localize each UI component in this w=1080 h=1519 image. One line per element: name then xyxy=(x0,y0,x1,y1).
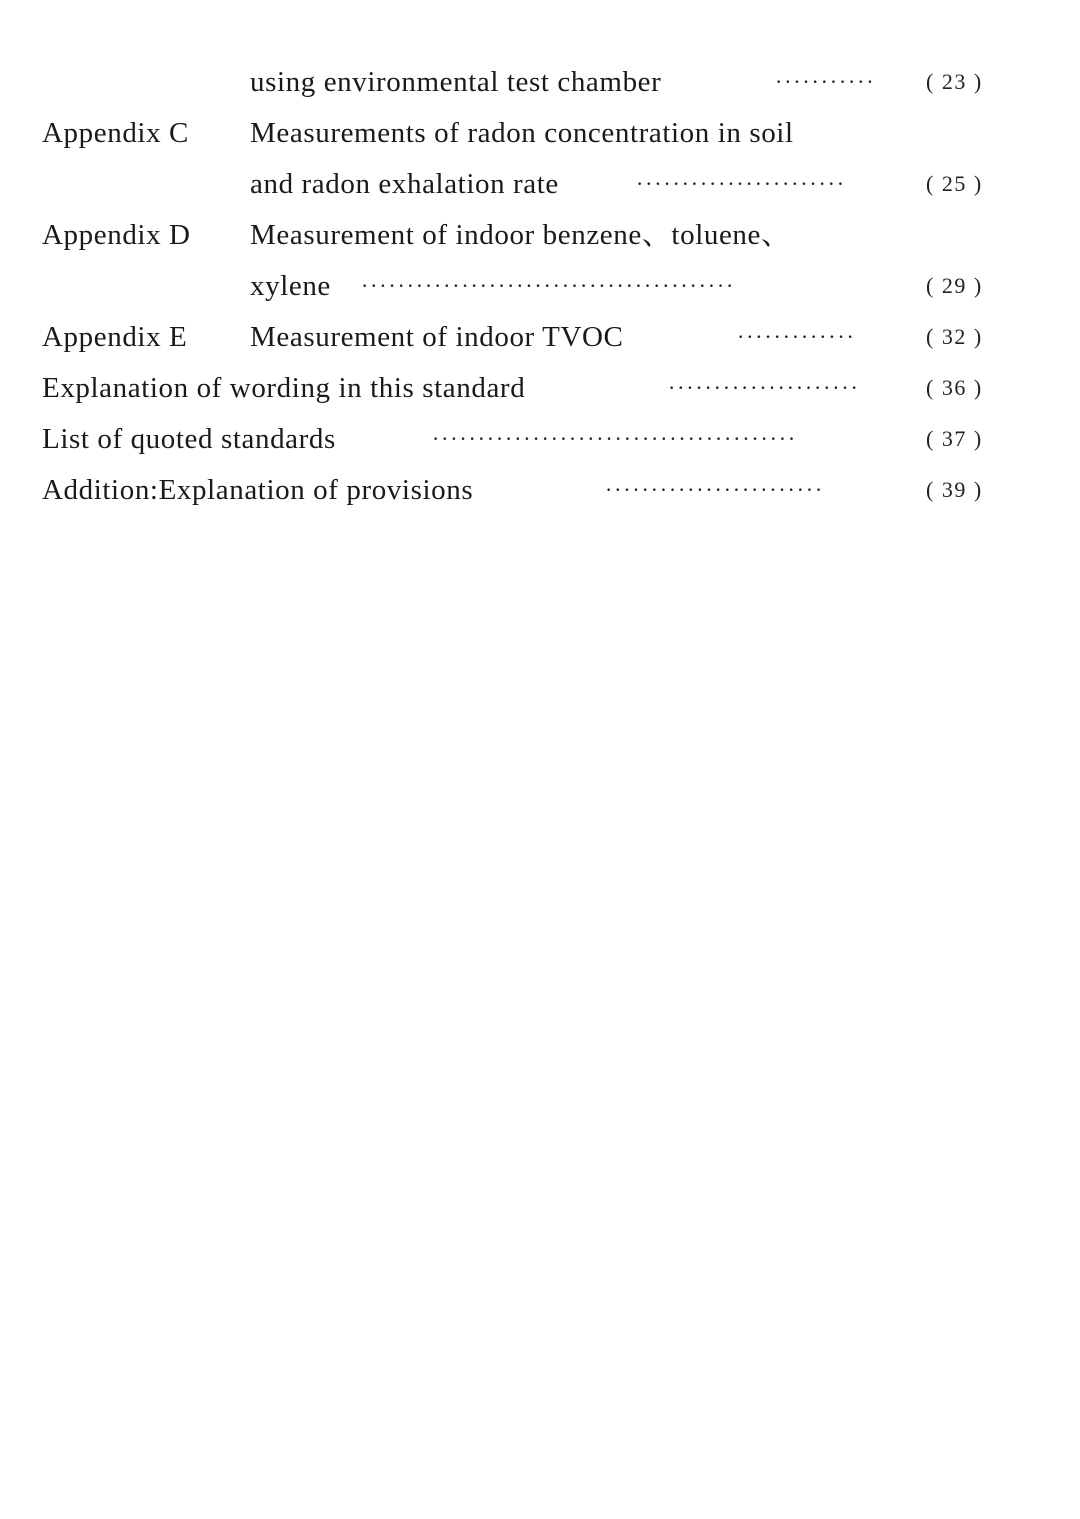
toc-row xyxy=(0,62,1080,102)
toc-page-number: ( 37 ) xyxy=(926,426,983,451)
toc-entry-title: Measurement of indoor TVOC xyxy=(250,321,624,353)
toc-page-number: ( 25 ) xyxy=(926,171,983,196)
toc-dot-leader: ······················· xyxy=(636,171,846,196)
toc-page-number: ( 39 ) xyxy=(926,477,983,502)
toc-row xyxy=(0,215,1080,255)
toc-row xyxy=(0,419,1080,459)
toc-entry-title: Addition:Explanation of provisions xyxy=(42,474,474,506)
toc-dot-leader: ············· xyxy=(737,324,856,349)
toc-page-number: ( 29 ) xyxy=(926,273,983,298)
toc-row xyxy=(0,266,1080,306)
toc-dot-leader: ··········· xyxy=(775,69,876,94)
toc-dot-leader: ········································· xyxy=(361,273,736,298)
toc-dot-leader: ························ xyxy=(605,477,825,502)
toc-page-number: ( 32 ) xyxy=(926,324,983,349)
toc-row xyxy=(0,113,1080,153)
toc-row xyxy=(0,470,1080,510)
toc-dot-leader: ····················· xyxy=(668,375,860,400)
toc-dot-leader: ········································ xyxy=(432,426,798,451)
toc-entry-title: Explanation of wording in this standard xyxy=(42,372,526,404)
toc-page-number: ( 36 ) xyxy=(926,375,983,400)
toc-entry-title: xylene xyxy=(250,270,331,302)
toc-appendix-label: Appendix D xyxy=(42,219,191,251)
toc-entry-title: Measurement of indoor benzene、toluene、 xyxy=(250,219,791,251)
toc-appendix-label: Appendix C xyxy=(42,117,189,149)
toc-appendix-label: Appendix E xyxy=(42,321,188,353)
toc-entry-title: using environmental test chamber xyxy=(250,66,662,98)
toc-row xyxy=(0,164,1080,204)
toc-entry-title: List of quoted standards xyxy=(42,423,336,455)
toc-row xyxy=(0,317,1080,357)
toc-entry-title: Measurements of radon concentration in soil xyxy=(250,117,794,149)
toc-entry-title: and radon exhalation rate xyxy=(250,168,559,200)
toc-row xyxy=(0,368,1080,408)
toc-page-number: ( 23 ) xyxy=(926,69,983,94)
